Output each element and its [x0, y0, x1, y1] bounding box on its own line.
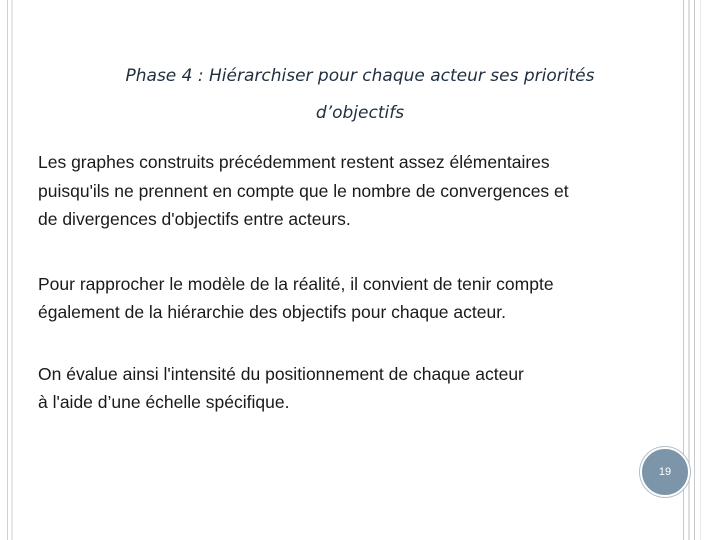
- frame-line: [11, 0, 13, 540]
- slide-number-badge: 19: [640, 447, 690, 497]
- slide-title: Phase 4 : Hiérarchiser pour chaque acteur ses priorités d’objectifs: [125, 66, 595, 123]
- paragraph-hierarchie: Pour rapprocher le modèle de la réalité, il convient de tenir compte également de la hiérarchie des objectifs pour chaque acteur.: [38, 274, 554, 322]
- paragraph-intensite: On évalue ainsi l'intensité du positionnement de chaque acteur à l'aide d’une échelle spécifique.: [38, 364, 524, 412]
- frame-line: [7, 0, 8, 540]
- paragraph-graphes: Les graphes construits précédemment restent assez élémentaires puisqu'ils ne prennent en compte que le nombre de convergences et de divergences d'objectifs entre acteurs.: [38, 152, 569, 229]
- frame-line: [688, 0, 690, 540]
- frame-line: [694, 0, 695, 540]
- frame-line: [700, 0, 701, 540]
